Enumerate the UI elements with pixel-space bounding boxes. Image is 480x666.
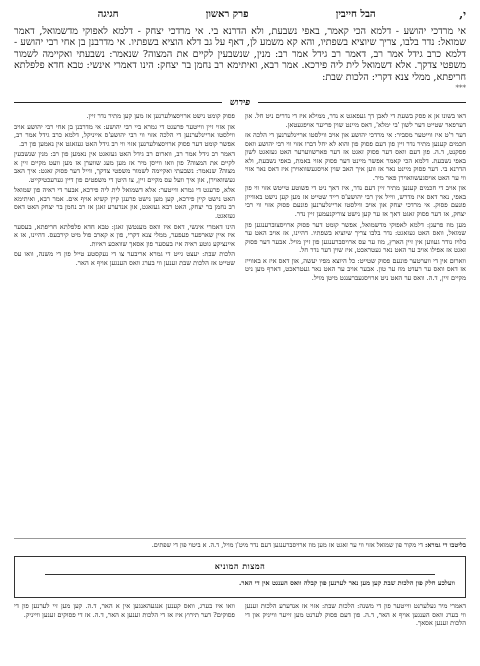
commentary-paragraph: דאמר רב גידל אמר רב, ווארום רב גידל האט געזאגט אין נאמען פון רב: מנין שנשבעין לקיים את המצוה? פון וואו ווייסן מיר אז מען מעג שווערן אז מען וועט מקיים זיין א מצוה? שנאמר: נשבעתי ואקיימה לשמור משפטי צדקך, ווייל דער פסוק זאגט: איך האב געשוואוירן, און איך וועל עס מקיים זיין, צו היטן די משפטים פון דיין גערעכטיקייט. <box>14 150 235 184</box>
commentary-paragraph: דער ר'ט איז ווייטער מסביר: אי מרדכי יהושע און אויב ווילסטו אריינלערנען די הלכה אז חכמים קענען מתיר נדר זיין פון דעם פסוק פון והוא לא יחל דברו אזוי ווי רבי יהושע וואס פסקנט, ד.ה. פון דעם וואס דער פסוק זאגט אז דער פארשווערער האט געזאגט לשון באפי נשבעת. דלמא הכי קאמר אפשר מיינט דער פסוק אזוי באמת, באפי נשבעת, ולא הדרנא בי. דער פסוק מיינט נאר אז ווען איך האב שוין אויסגעשוואוירן איז דאס נאר אזוי ווי ער האט אויסגעשוואוירן פאר מיר. <box>245 131 466 182</box>
daf-title: הבל חייבין <box>335 8 376 20</box>
commentary-paragraph: ווארום אין די ווערטער פונעם פסוק שטייט: כל היוצא מפיו יעשה, און דאס איז א באווייז אז דאס וואס ער רעדט מוז ער טון. אבער אויב ער האט נאר געטראכט, דארף מען ניט מקיים זיין, ד.ה. וואס ער האט ניט ארויסגעברענגט מיטן מויל. <box>245 256 466 282</box>
footnote-text: די מקור פון שמואל אזוי ווי ער זאגט אז מען מוז ארויסברענגען דעם נדר מיט'ן מויל, ד.ה. א ביטוי פון די שפתים. <box>151 541 423 549</box>
folio-number: י, <box>459 7 466 21</box>
commentary-column-right <box>245 112 466 536</box>
commentary-header <box>14 96 466 108</box>
header-titles <box>14 9 459 20</box>
commentary-paragraph: הינו דאמרי אינשי, דאס איז וואס מענטשן זאגן: טבא חדא פלפלתא חריפתא, בעסער איז איין שארפער פעפער, ממלי צנא דקרי, פון א קארב פול מיט קירבעס. דהיינו, אז א איינציקע גוטע ראיה איז בעסער פון אסאך שוואכע ראיות. <box>14 222 235 248</box>
commentary-paragraph: און אויב די חכמים קענען מתיר זיין דעם נדר, איז דאך ניט די פשוטע טייטש אזוי ווי פון באפי, נאר דאס איז מדרש, ווייל אין רבי יהושע'ס רייד שטייט אז מען קען נישט באווייזן פונעם פסוק. אי מרדכי יצחק און אויב ווילסטו אריינלערנען פונעם פסוק אזוי ווי רבי יצחק, אז דער פסוק זאגט דאך אז ער קען נישט צוריקנעמען זיין נדר. <box>245 184 466 219</box>
bottom-column-right: דאמרי מיר געלערנט ווייטער פון די משנה: הלכות שבת: אזוי אז אנדערע הלכות זענען ווי בערג וואס הענגען אויף א האר, ד.ה. פון דעם פסוק לערנט מען זייער ווייניק און די הלכות זענען אסאך. <box>245 602 466 628</box>
gemara-end-mark: *** <box>455 84 466 92</box>
summary-box-title: המצות המוניא <box>214 561 266 571</box>
commentary-column-left <box>14 112 235 536</box>
summary-box <box>14 556 466 598</box>
divider-line <box>258 102 466 103</box>
gemara-text: אי מרדכי יהושע - דלמא הכי קאמר, באפי נשבעת, ולא הדרנא בי. אי מרדכי יצחק - דלמא לאפוקי מדשמואל, דאמר שמואל: נדר בלבו, צריך שיוציא בשפתיו, והא קא משמע לן, דאף על גב דלא הוציא בשפתיו. אי מדרבנן בן אחי רבי יהושע - דלמא כרב גידל אמר רב, דאמר רב גידל אמר רב: מנין, שנשבעין לקיים את המצוה? שנאמר: נשבעתי ואקיימה לשמור משפטי צדקך. אלא דשמואל לית ליה פירכא. אמר רבא, ואיתימא רב נחמן בר יצחק: הינו דאמרי אינשי: טבא חדא פלפלתא חריפתא, ממלי צנא דקרי: הלכות שבת: <box>14 26 466 83</box>
commentary-paragraph: פסוק קומט נישט ארויסצולערנען אז מען קען מתיר נדר זיין. <box>86 112 235 120</box>
summary-box-text: וועלכע חלק פון הלכות שבת קען מען נאר לערנען פון קבלה וואס הענגט אין די האר. <box>238 579 455 587</box>
commentary-paragraph: דאו בשונו אן א פסק בשעת די לאבן דך געפאגט א נדר, ממילא איז די נדרים ניט חל. און דערפאר שטייט דער לשון 'בי ימלא', דאס מיינט שוין פריער אויפגעטאן. <box>245 112 466 129</box>
commentary-columns <box>14 112 466 536</box>
commentary-paragraph: הלכות שבת: יעצט גייט די גמרא אריבער צו די נעקסטע טייל פון די משנה, וואו עס שטייט אז הלכות שבת זענען ווי בערג וואס הענגען אויף א האר. <box>14 250 235 267</box>
commentary-paragraph: אלא, פרעגט די גמרא ווייטער: אלא דשמואל לית ליה פירכא, אבער די ראיה פון שמואל האט נישט קיין פירכא, קען מען נישט פרעגן קיין קשיא אויף אים. אמר רבא, ואיתימא רב נחמן בר יצחק, האט רבא געזאגט, און אנדערע זאגן אז רב נחמן בר יצחק האט דאס געזאגט. <box>14 186 235 221</box>
bottom-columns <box>14 602 466 660</box>
footnote-label: בליטבו די גמרא: <box>424 541 466 549</box>
bottom-column-left: וואו איז בערג, וואס קענען אנגעהאנגען אין א האר, ד.ה. קען מען זיי לערנען פון די פסוקים? דער תירוץ איז אז די הלכות זענען א האר, ד.ה. אז די פסוקים זענען ווייניק. <box>14 602 235 619</box>
chapter-title: פרק ראשון <box>205 8 249 20</box>
footnote <box>14 538 466 553</box>
tractate-title: חגיגה <box>97 8 119 20</box>
commentary-paragraph: מען מוז פרעגן: דלמא לאפוקי מדשמואל, אפשר קומט דער פסוק ארויסצוברענגען פון שמואל, וואס האט געזאגט: נדר בלבו צריך שיוציא בשפתיו. דהיינו, אז אויב האט ער בלויז נודר געווען אין זיין הארץ, מוז ער עס ארויסברענגען פון זיין מויל. אבער דער פסוק זאגט אז אפילו אויב ער האט נאר געטראכט, איז שוין דער נדר חל. <box>245 220 466 255</box>
page-header <box>14 6 466 22</box>
divider-line <box>14 102 222 103</box>
commentary-label: פירוש <box>229 97 251 108</box>
commentary-paragraph: און אזוי זיין ווייטער פרעגט די גמרא ביי רבי יהושע: אי מדרבנן בן אחי רבי יהושע אויב ווילסטו אריינלערנען די הלכה אזוי ווי רבי יהושע'ס אייניקל, דלמא כרב גידל אמר רב, אפשר קומט דער פסוק ארויסצולערנען אזוי ווי רב גידל האט געזאגט אין נאמען פון רב. <box>14 122 235 148</box>
